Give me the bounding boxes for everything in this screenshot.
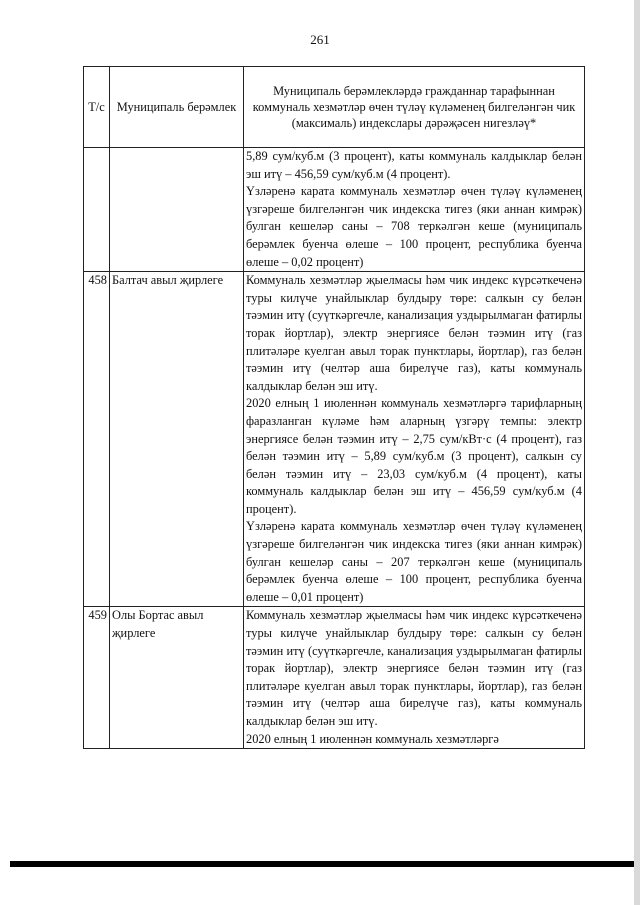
header-description: Муниципаль берәмлекләрдә гражданнар тарафыннан коммуналь хезмәтләр өчен түләү күләменең билгеләнгән чик (максималь) индекслары дәрәҗәсен нигезләү* — [244, 67, 585, 148]
municipal-tariff-table — [83, 66, 585, 749]
row-municipality: Олы Бортас авыл җирлеге — [110, 607, 244, 749]
paragraph: 5,89 сум/куб.м (3 процент), каты коммуналь калдыклар белән эш итү – 456,59 сум/куб.м (4 процент). — [246, 149, 582, 181]
table-header-row — [84, 67, 585, 148]
scan-border-bar — [10, 861, 640, 867]
paragraph: Коммуналь хезмәтләр җыелмасы һәм чик индекс күрсәткеченә туры килүче унайлыклар булдыру төре: салкын су белән тәэмин итү (суүткәргечле, канализация уздырылмаган фатирлы торак йортлар), электр энергиясе белән тәэмин итү (газ плитәләре куелган авыл торак пунктлары, йортлар), газ белән тәэмин итү (челтәр аша бирелүче газ), каты коммуналь калдыклар белән эш итү. — [246, 273, 582, 393]
row-description — [244, 607, 585, 749]
row-municipality — [110, 148, 244, 272]
header-num: Т/с — [84, 67, 110, 148]
paragraph: Коммуналь хезмәтләр җыелмасы һәм чик индекс күрсәткеченә туры килүче унайлыклар булдыру төре: салкын су белән тәэмин итү (суүткәргечле, канализация уздырылмаган фатирлы торак йортлар), электр энергиясе белән тәэмин итү (газ плитәләре куелган авыл торак пунктлары, йортлар), газ белән тәэмин итү (челтәр аша бирелүче газ), каты коммуналь калдыклар белән эш итү. — [246, 608, 582, 728]
row-description — [244, 148, 585, 272]
paragraph: 2020 елның 1 июленнән коммуналь хезмәтләргә тарифларның фаразланган күләме һәм аларның үзгәрү темпы: электр энергиясе белән тәэмин итү – 2,75 сум/кВт·с (4 процент), газ белән тәэмин итү – 5,89 сум/куб.м (3 процент), салкын су белән тәэмин итү – 23,03 сум/куб.м (4 процент), каты коммуналь калдыклар белән эш итү – 456,59 сум/куб.м (4 процент). — [246, 396, 582, 516]
table-row — [84, 607, 585, 749]
paragraph: 2020 елның 1 июленнән коммуналь хезмәтләргә — [246, 731, 499, 746]
row-number: 459 — [84, 607, 110, 749]
row-number: 458 — [84, 272, 110, 607]
row-municipality: Балтач авыл җирлеге — [110, 272, 244, 607]
table-row — [84, 148, 585, 272]
paragraph: Үзләренә карата коммуналь хезмәтләр өчен түләү күләменең үзгәреше билгеләнгән чик индекска тигез (яки аннан кимрәк) булган кешеләр саны – 708 теркәлгән кеше (муниципаль берәмлек буенча өлеше – 100 процент, республика буенча өлеше – 0,02 процент) — [246, 184, 582, 269]
paragraph: Үзләренә карата коммуналь хезмәтләр өчен түләү күләменең үзгәреше билгеләнгән чик индекска тигез (яки аннан кимрәк) булган кешеләр саны – 207 теркәлгән кеше (муниципаль берәмлек буенча өлеше – 100 процент, республика буенча өлеше – 0,01 процент) — [246, 519, 582, 604]
row-number — [84, 148, 110, 272]
page-number: 261 — [310, 32, 330, 47]
header-municipality: Муниципаль берәмлек — [110, 67, 244, 148]
scan-edge-shadow — [634, 0, 640, 905]
row-description — [244, 272, 585, 607]
table-row — [84, 272, 585, 607]
